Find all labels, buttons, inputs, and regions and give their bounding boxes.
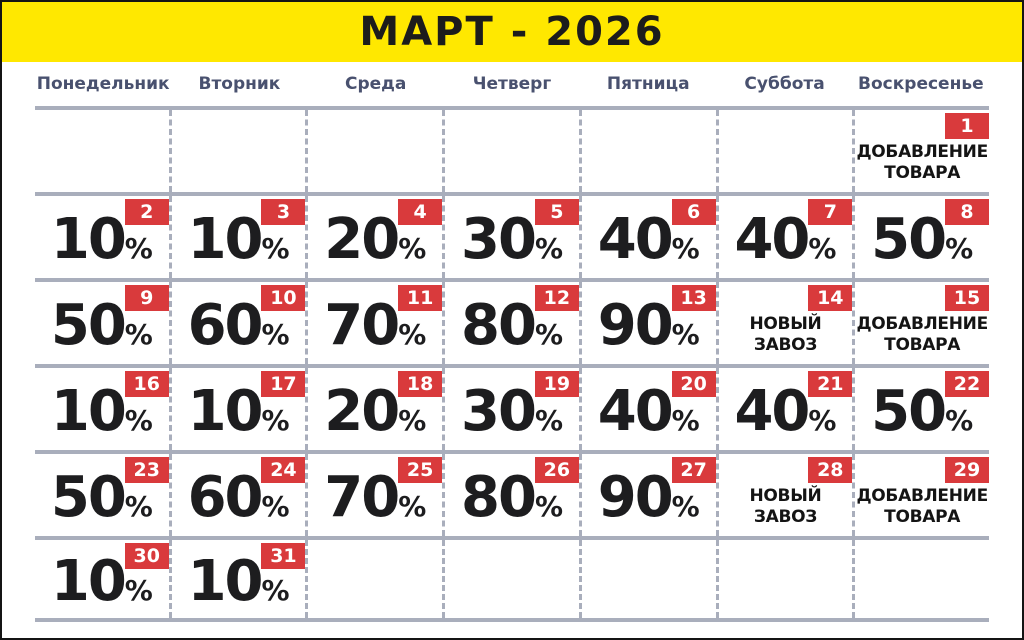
percent-sign-icon: % — [808, 404, 837, 437]
percent-sign-icon: % — [124, 232, 153, 265]
calendar-row — [35, 278, 989, 364]
calendar-cell-day-29[interactable] — [852, 454, 989, 536]
discount-number: 40 — [734, 207, 809, 272]
calendar-cell-empty — [442, 540, 579, 618]
percent-sign-icon: % — [534, 318, 564, 351]
weekday-thursday: Четверг — [472, 74, 552, 94]
discount-number: 30 — [461, 207, 535, 272]
day-number-badge: 2 — [125, 199, 169, 225]
day-number-badge: 16 — [125, 371, 169, 397]
day-number-badge: 26 — [535, 457, 579, 483]
percent-sign-icon: % — [671, 404, 700, 437]
day-number-badge: 1 — [945, 113, 989, 139]
calendar-cell-empty — [305, 110, 442, 192]
discount-number: 50 — [50, 465, 125, 530]
discount-number: 20 — [324, 379, 399, 444]
calendar-cell-day-23[interactable] — [35, 454, 169, 536]
calendar-cell-day-2[interactable] — [35, 196, 169, 278]
day-number-badge: 10 — [261, 285, 305, 311]
discount-number: 10 — [50, 549, 125, 614]
calendar-cell-day-26[interactable] — [442, 454, 579, 536]
calendar-cell-empty — [305, 540, 442, 618]
percent-sign-icon: % — [261, 318, 290, 351]
calendar-cell-day-16[interactable] — [35, 368, 169, 450]
discount-number: 80 — [461, 465, 535, 530]
event-label-line: ТОВАРА — [884, 163, 961, 183]
month-banner — [2, 2, 1022, 62]
calendar-cell-day-18[interactable] — [305, 368, 442, 450]
calendar-cell-empty — [579, 110, 716, 192]
percent-sign-icon: % — [945, 404, 974, 437]
discount-number: 10 — [187, 549, 262, 614]
event-label-line: ДОБАВЛЕНИЕ — [856, 141, 988, 162]
percent-sign-icon: % — [124, 404, 153, 437]
discount-number: 70 — [324, 465, 399, 530]
discount-number: 20 — [324, 207, 399, 272]
percent-sign-icon: % — [398, 318, 427, 351]
percent-sign-icon: % — [671, 232, 700, 265]
percent-sign-icon: % — [671, 318, 700, 351]
percent-sign-icon: % — [398, 232, 427, 265]
calendar-cell-empty — [852, 540, 989, 618]
weekday-wednesday: Среда — [345, 74, 407, 94]
calendar-cell-empty — [442, 110, 579, 192]
calendar-cell-empty — [579, 540, 716, 618]
percent-sign-icon: % — [124, 574, 153, 607]
day-number-badge: 23 — [125, 457, 169, 483]
day-number-badge: 19 — [535, 371, 579, 397]
day-number-badge: 12 — [535, 285, 579, 311]
day-number-badge: 28 — [808, 457, 852, 483]
calendar-cell-empty — [35, 110, 169, 192]
calendar-cell-day-17[interactable] — [169, 368, 306, 450]
day-number-badge: 5 — [535, 199, 579, 225]
calendar-row — [35, 192, 989, 278]
weekday-saturday: Суббота — [744, 74, 825, 94]
calendar-cell-day-3[interactable] — [169, 196, 306, 278]
day-number-badge: 13 — [672, 285, 716, 311]
percent-sign-icon: % — [261, 232, 290, 265]
discount-number: 80 — [461, 293, 535, 358]
calendar-cell-day-4[interactable] — [305, 196, 442, 278]
calendar-cell-day-19[interactable] — [442, 368, 579, 450]
percent-sign-icon: % — [124, 490, 153, 523]
month-title: МАРТ - 2026 — [359, 9, 665, 55]
percent-sign-icon: % — [534, 404, 564, 437]
day-number-badge: 24 — [261, 457, 305, 483]
calendar-cell-day-5[interactable] — [442, 196, 579, 278]
day-number-badge: 22 — [945, 371, 989, 397]
calendar-cell-day-7[interactable] — [716, 196, 853, 278]
event-label-line: НОВЫЙ — [749, 313, 822, 334]
day-number-badge: 6 — [672, 199, 716, 225]
calendar-cell-day-6[interactable] — [579, 196, 716, 278]
event-label-line: ДОБАВЛЕНИЕ — [856, 485, 988, 506]
event-label-line: ТОВАРА — [884, 335, 961, 355]
day-number-badge: 17 — [261, 371, 305, 397]
event-label-line: ТОВАРА — [884, 507, 961, 527]
calendar-cell-day-14[interactable] — [716, 282, 853, 364]
discount-number: 50 — [871, 379, 946, 444]
calendar-cell-day-11[interactable] — [305, 282, 442, 364]
day-number-badge: 15 — [945, 285, 989, 311]
discount-number: 10 — [50, 207, 125, 272]
weekday-tuesday: Вторник — [198, 74, 281, 94]
discount-number: 50 — [871, 207, 946, 272]
calendar-cell-day-8[interactable] — [852, 196, 989, 278]
event-label-line: НОВЫЙ — [749, 485, 822, 506]
discount-number: 10 — [50, 379, 125, 444]
percent-sign-icon: % — [261, 574, 290, 607]
percent-sign-icon: % — [261, 404, 290, 437]
percent-sign-icon: % — [124, 318, 153, 351]
discount-number: 40 — [597, 379, 672, 444]
calendar-cell-empty — [169, 110, 306, 192]
day-number-badge: 25 — [398, 457, 442, 483]
calendar-cell-day-21[interactable] — [716, 368, 853, 450]
day-number-badge: 7 — [808, 199, 852, 225]
percent-sign-icon: % — [671, 490, 700, 523]
day-number-badge: 8 — [945, 199, 989, 225]
weekday-sunday: Воскресенье — [858, 74, 984, 94]
calendar-cell-day-20[interactable] — [579, 368, 716, 450]
day-number-badge: 4 — [398, 199, 442, 225]
discount-number: 90 — [597, 293, 672, 358]
calendar-row — [35, 106, 989, 192]
event-label-line: ЗАВОЗ — [753, 335, 818, 355]
discount-number: 10 — [187, 379, 262, 444]
event-label-line: ЗАВОЗ — [753, 507, 818, 527]
discount-number: 50 — [50, 293, 125, 358]
day-number-badge: 20 — [672, 371, 716, 397]
day-number-badge: 21 — [808, 371, 852, 397]
calendar-cell-day-24[interactable] — [169, 454, 306, 536]
calendar-row — [35, 450, 989, 536]
calendar-cell-day-25[interactable] — [305, 454, 442, 536]
discount-number: 70 — [324, 293, 399, 358]
day-number-badge: 27 — [672, 457, 716, 483]
day-number-badge: 9 — [125, 285, 169, 311]
day-number-badge: 14 — [808, 285, 852, 311]
calendar-row — [35, 364, 989, 450]
day-number-badge: 29 — [945, 457, 989, 483]
day-number-badge: 31 — [261, 543, 305, 569]
calendar-cell-day-22[interactable] — [852, 368, 989, 450]
calendar-cell-day-31[interactable] — [169, 540, 306, 618]
calendar-cell-empty — [716, 540, 853, 618]
discount-number: 40 — [734, 379, 809, 444]
day-number-badge: 3 — [261, 199, 305, 225]
day-number-badge: 30 — [125, 543, 169, 569]
calendar-cell-day-28[interactable] — [716, 454, 853, 536]
percent-sign-icon: % — [398, 490, 427, 523]
weekday-header — [35, 62, 989, 106]
calendar-cell-day-12[interactable] — [442, 282, 579, 364]
calendar-cell-day-13[interactable] — [579, 282, 716, 364]
calendar-grid — [35, 106, 989, 622]
discount-number: 90 — [597, 465, 672, 530]
discount-number: 10 — [187, 207, 262, 272]
calendar-cell-day-30[interactable] — [35, 540, 169, 618]
percent-sign-icon: % — [534, 490, 564, 523]
calendar-cell-day-15[interactable] — [852, 282, 989, 364]
day-number-badge: 11 — [398, 285, 442, 311]
calendar-cell-day-27[interactable] — [579, 454, 716, 536]
percent-sign-icon: % — [534, 232, 564, 265]
discount-number: 30 — [461, 379, 535, 444]
calendar-cell-day-1[interactable] — [852, 110, 989, 192]
discount-number: 60 — [187, 293, 262, 358]
percent-sign-icon: % — [398, 404, 427, 437]
discount-number: 40 — [597, 207, 672, 272]
weekday-monday: Понедельник — [36, 74, 170, 94]
weekday-friday: Пятница — [606, 74, 690, 94]
day-number-badge: 18 — [398, 371, 442, 397]
percent-sign-icon: % — [945, 232, 974, 265]
percent-sign-icon: % — [261, 490, 290, 523]
event-label-line: ДОБАВЛЕНИЕ — [856, 313, 988, 334]
calendar-cell-empty — [716, 110, 853, 192]
calendar-cell-day-10[interactable] — [169, 282, 306, 364]
discount-number: 60 — [187, 465, 262, 530]
calendar-cell-day-9[interactable] — [35, 282, 169, 364]
calendar-row — [35, 536, 989, 622]
percent-sign-icon: % — [808, 232, 837, 265]
